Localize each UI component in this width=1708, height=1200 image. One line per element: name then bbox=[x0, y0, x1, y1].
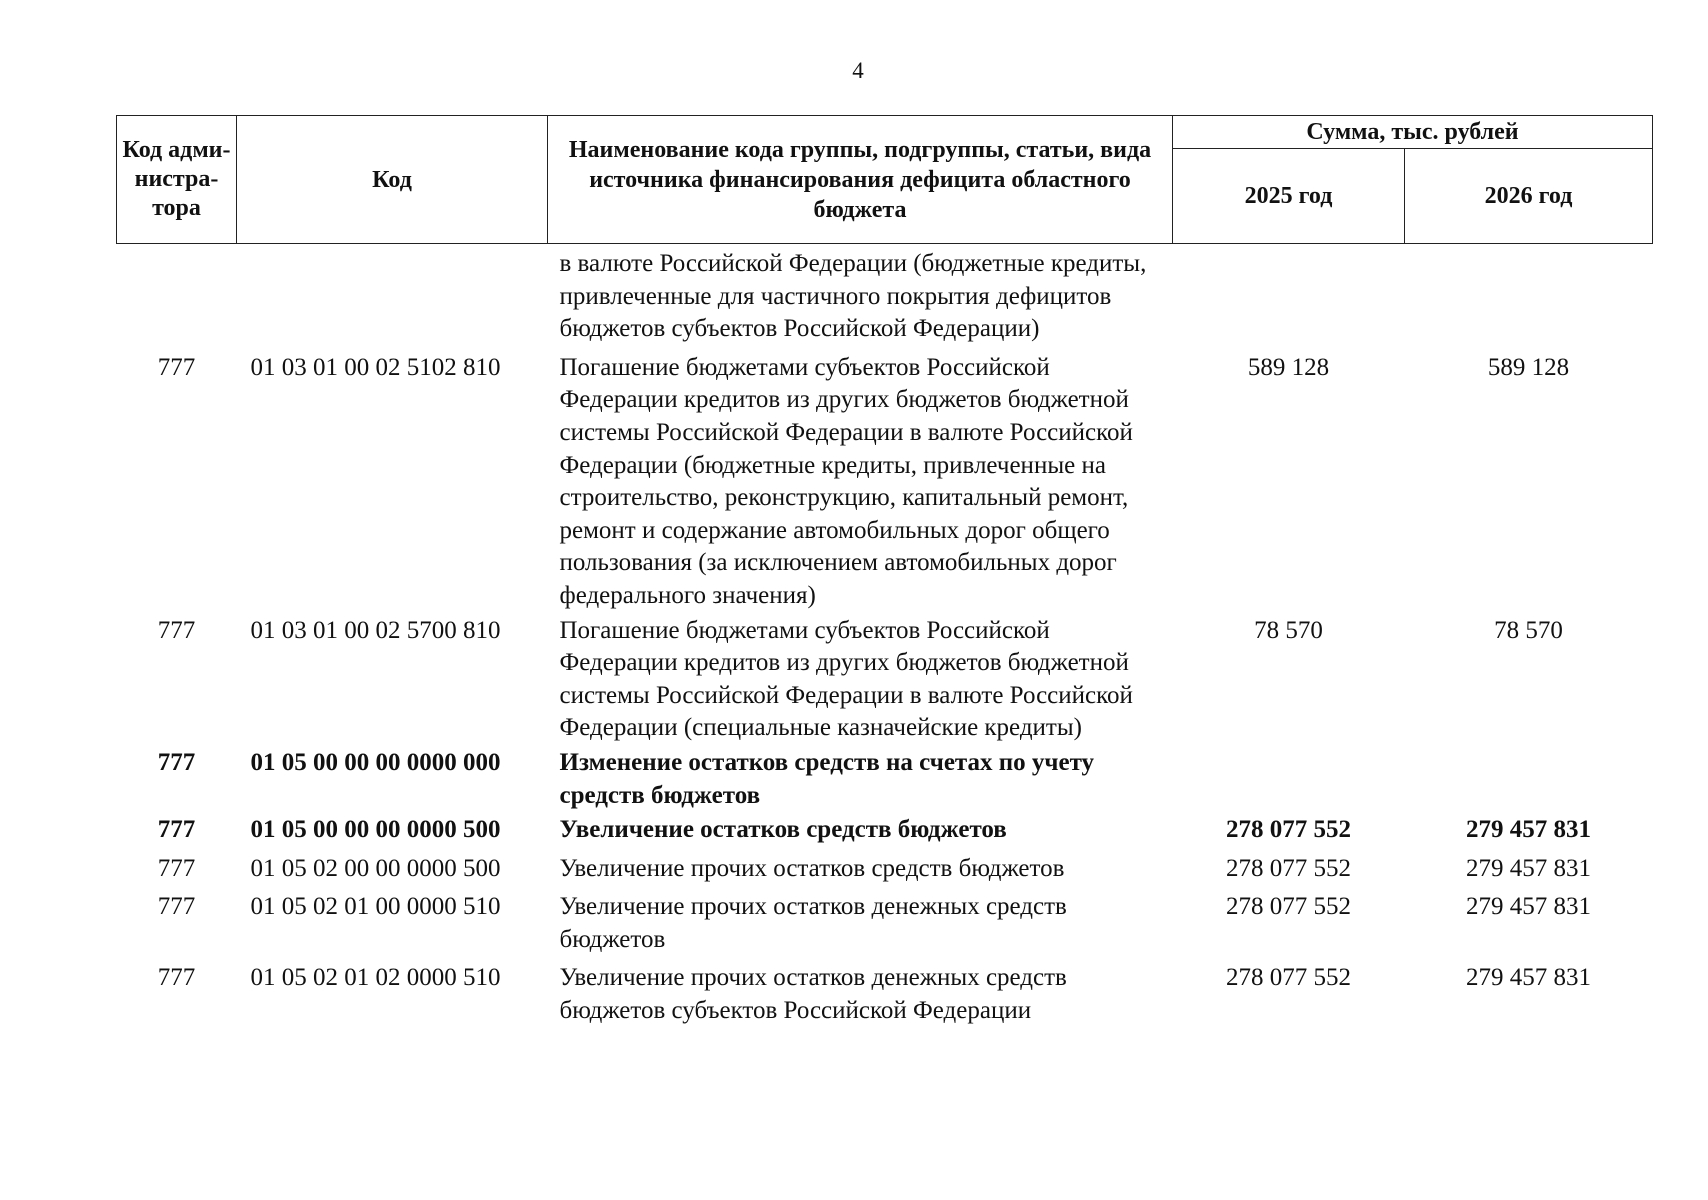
cell-2026 bbox=[1405, 745, 1653, 812]
cell-name: Изменение остатков средств на счетах по учету средств бюджетов bbox=[559, 748, 1095, 809]
cell-admin: 777 bbox=[157, 964, 196, 992]
cell-name: Погашение бюджетами субъектов Российской Федерации кредитов из других бюджетов бюджетной системы Российской Федерации в валюте Российской Федерации (специальные казначейские кредиты) bbox=[559, 616, 1133, 742]
cell-name: Увеличение прочих остатков денежных средств бюджетов субъектов Российской Федерации bbox=[559, 964, 1067, 1025]
cell-2026: 279 457 831 bbox=[1466, 893, 1591, 921]
cell-2025: 78 570 bbox=[1254, 616, 1323, 644]
header-name: Наименование кода группы, подгруппы, статьи, вида источника финансирования дефицита областного бюджета bbox=[548, 116, 1173, 244]
cell-2026: 279 457 831 bbox=[1466, 816, 1591, 844]
table-row bbox=[117, 885, 1653, 956]
cell-code: 01 05 02 00 00 0000 500 bbox=[250, 854, 501, 882]
cell-2026 bbox=[1405, 244, 1653, 346]
cell-2026: 279 457 831 bbox=[1466, 854, 1591, 882]
cell-code: 01 03 01 00 02 5700 810 bbox=[250, 616, 501, 644]
header-admin-code: Код адми- нистра- тора bbox=[117, 116, 237, 244]
budget-sources-table bbox=[116, 115, 1653, 1028]
table-row bbox=[117, 745, 1653, 812]
cell-name: в валюте Российской Федерации (бюджетные кредиты, привлеченные для частичного покрытия дефицитов бюджетов субъектов Российской Федерации) bbox=[559, 250, 1147, 343]
header-sum: Сумма, тыс. рублей bbox=[1173, 116, 1653, 149]
table-row bbox=[117, 346, 1653, 613]
cell-code: 01 05 00 00 00 0000 000 bbox=[250, 748, 501, 776]
cell-name: Увеличение прочих остатков денежных средств бюджетов bbox=[559, 893, 1067, 953]
cell-name: Погашение бюджетами субъектов Российской Федерации кредитов из других бюджетов бюджетной системы Российской Федерации в валюте Российской Федерации (бюджетные кредиты, привлеченные на строительство, реконструкцию, капитальный ремонт, ремонт и содержание автомобильных дорог общего пользования (за исключением автомобильных дорог федерального значения) bbox=[559, 353, 1133, 609]
cell-2026: 279 457 831 bbox=[1466, 964, 1591, 992]
cell-admin: 777 bbox=[157, 748, 196, 776]
cell-2025: 278 077 552 bbox=[1226, 964, 1351, 992]
cell-2025: 589 128 bbox=[1247, 353, 1330, 381]
table-row bbox=[117, 956, 1653, 1027]
table-header bbox=[117, 116, 1653, 244]
header-code: Код bbox=[237, 116, 548, 244]
header-year-2026: 2026 год bbox=[1405, 149, 1653, 244]
cell-2025 bbox=[1173, 244, 1405, 346]
cell-name: Увеличение остатков средств бюджетов bbox=[559, 816, 1007, 844]
cell-2026: 589 128 bbox=[1487, 353, 1570, 381]
table-row bbox=[117, 244, 1653, 346]
table-row bbox=[117, 613, 1653, 745]
cell-code bbox=[237, 244, 548, 346]
cell-2025: 278 077 552 bbox=[1226, 893, 1351, 921]
cell-code: 01 05 02 01 00 0000 510 bbox=[250, 893, 501, 921]
cell-admin: 777 bbox=[157, 854, 196, 882]
cell-admin: 777 bbox=[157, 893, 196, 921]
cell-code: 01 05 02 01 02 0000 510 bbox=[250, 964, 501, 992]
cell-admin bbox=[117, 244, 237, 346]
cell-2025: 278 077 552 bbox=[1226, 854, 1351, 882]
cell-2025 bbox=[1173, 745, 1405, 812]
cell-2026: 78 570 bbox=[1494, 616, 1563, 644]
cell-admin: 777 bbox=[157, 353, 196, 381]
table-row bbox=[117, 847, 1653, 886]
cell-2025: 278 077 552 bbox=[1226, 816, 1351, 844]
cell-code: 01 03 01 00 02 5102 810 bbox=[250, 353, 501, 381]
header-year-2025: 2025 год bbox=[1173, 149, 1405, 244]
page-number: 4 bbox=[852, 58, 864, 83]
cell-name: Увеличение прочих остатков средств бюджетов bbox=[559, 854, 1065, 882]
table-row bbox=[117, 812, 1653, 847]
cell-code: 01 05 00 00 00 0000 500 bbox=[250, 816, 501, 844]
cell-admin: 777 bbox=[157, 616, 196, 644]
cell-admin: 777 bbox=[157, 816, 196, 844]
table-body bbox=[117, 244, 1653, 1028]
